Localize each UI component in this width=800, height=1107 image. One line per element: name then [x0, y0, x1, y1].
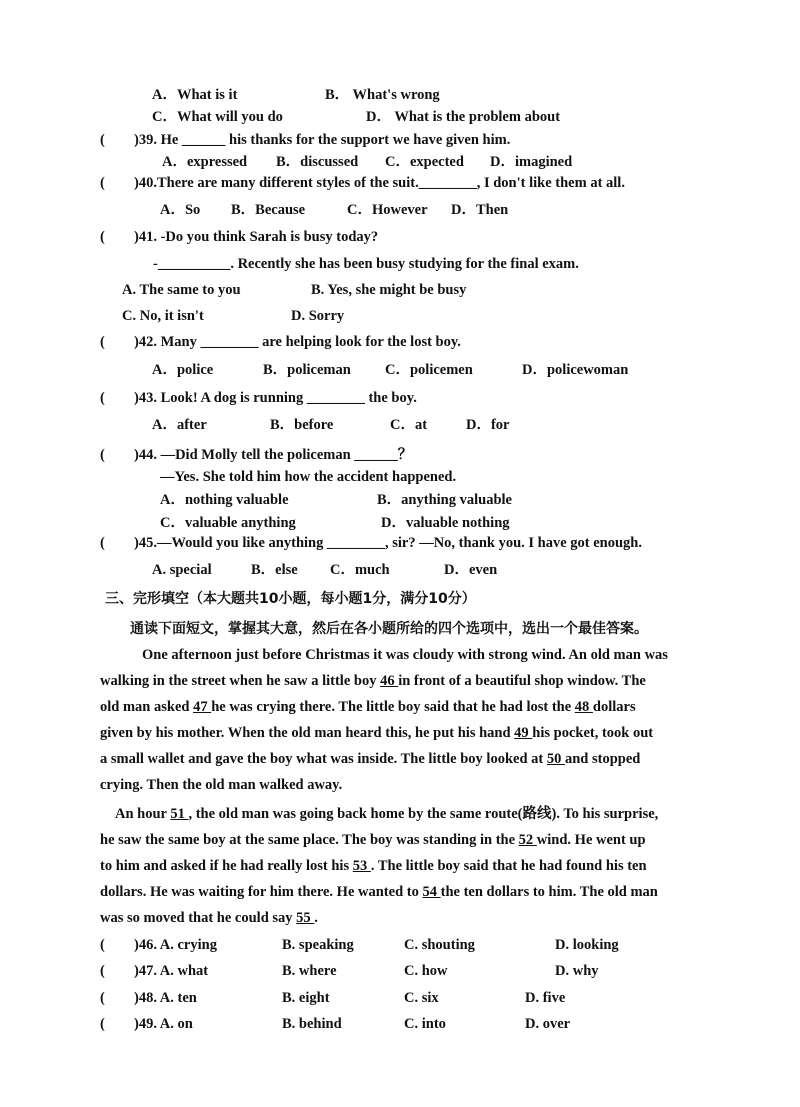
passage-text: he saw the same boy at the same place. The boy was standing in the: [100, 832, 519, 848]
q46-paren: (: [100, 937, 105, 953]
q42-paren: (: [100, 334, 105, 350]
blank-54: 54: [422, 884, 441, 900]
q38-option-b: B． What's wrong: [325, 87, 440, 103]
q45-option-c: C．much: [330, 562, 390, 578]
passage-line: [100, 698, 636, 716]
passage-text: crying. Then the old man walked away.: [100, 777, 343, 793]
passage-line: [100, 909, 318, 927]
q49-stem: )49. A. on: [134, 1016, 193, 1032]
q40-option-b: B．Because: [231, 202, 306, 218]
passage-text: .: [314, 910, 318, 926]
q45-option-b: B．else: [251, 562, 298, 578]
blank-47: 47: [193, 699, 212, 715]
q39-stem: )39. He ______ his thanks for the support we have given him.: [134, 132, 511, 148]
q49-paren: (: [100, 1016, 105, 1032]
q40-paren: (: [100, 175, 105, 191]
q44-paren: (: [100, 447, 105, 463]
q42-option-a: A．police: [152, 362, 214, 378]
blank-46: 46: [380, 673, 399, 689]
q41-option-a: A. The same to you: [122, 282, 241, 298]
q43-stem: )43. Look! A dog is running ________ the boy.: [134, 390, 417, 406]
q47-option-c: C. how: [404, 963, 448, 979]
q43-paren: (: [100, 390, 105, 406]
passage-line: [100, 776, 342, 794]
passage-text: a small wallet and gave the boy what was inside. The little boy looked at: [100, 751, 547, 767]
passage-line: [100, 724, 653, 742]
q48-paren: (: [100, 990, 105, 1006]
q40-stem: )40.There are many different styles of the suit.________, I don't like them at all.: [134, 175, 625, 191]
blank-51: 51: [170, 806, 189, 822]
q38-option-d: D． What is the problem about: [366, 109, 561, 125]
q44-stem: )44. —Did Molly tell the policeman ______？: [134, 447, 413, 463]
q47-option-d: D. why: [555, 963, 599, 979]
q49-option-c: C. into: [404, 1016, 446, 1032]
passage-line: [100, 750, 640, 768]
q38-option-c: C．What will you do: [152, 109, 283, 125]
q45-paren: (: [100, 535, 105, 551]
passage-line: [115, 805, 658, 823]
blank-53: 53: [352, 858, 371, 874]
blank-49: 49: [514, 725, 533, 741]
passage-line: [100, 857, 647, 875]
passage-text: was so moved that he could say: [100, 910, 297, 926]
blank-52: 52: [518, 832, 537, 848]
q46-option-d: D. looking: [555, 937, 619, 953]
q45-stem: )45.—Would you like anything ________, sir? —No, thank you. I have got enough.: [134, 535, 642, 551]
passage-line: [100, 672, 646, 690]
q44-response: —Yes. She told him how the accident happened.: [160, 469, 457, 485]
q47-option-b: B. where: [282, 963, 337, 979]
q41-option-b: B. Yes, she might be busy: [311, 282, 467, 298]
q42-option-c: C．policemen: [385, 362, 473, 378]
passage-text: he was crying there. The little boy said that he had lost the: [211, 699, 575, 715]
q39-option-d: D．imagined: [490, 154, 573, 170]
section-instruction: 通读下面短文，掌握其大意，然后在各小题所给的四个选项中，选出一个最佳答案。: [130, 621, 648, 637]
q43-option-b: B．before: [270, 417, 334, 433]
q44-option-c: C．valuable anything: [160, 515, 296, 531]
q48-stem: )48. A. ten: [134, 990, 197, 1006]
q47-stem: )47. A. what: [134, 963, 209, 979]
q40-option-d: D．Then: [451, 202, 509, 218]
q41-stem: )41. -Do you think Sarah is busy today?: [134, 229, 379, 245]
q48-option-c: C. six: [404, 990, 439, 1006]
passage-text: old man asked: [100, 699, 194, 715]
q46-option-b: B. speaking: [282, 937, 354, 953]
q39-option-a: A．expressed: [162, 154, 248, 170]
passage-text: . The little boy said that he had found his ten: [370, 858, 647, 874]
q38-option-a: A．What is it: [152, 87, 238, 103]
passage-text: dollars. He was waiting for him there. He wanted to: [100, 884, 423, 900]
q44-option-d: D．valuable nothing: [381, 515, 510, 531]
q43-option-c: C．at: [390, 417, 428, 433]
passage-text: and stopped: [564, 751, 641, 767]
q46-stem: )46. A. crying: [134, 937, 217, 953]
q43-option-a: A．after: [152, 417, 207, 433]
q47-paren: (: [100, 963, 105, 979]
q44-option-b: B．anything valuable: [377, 492, 512, 508]
q49-option-b: B. behind: [282, 1016, 342, 1032]
passage-text: to him and asked if he had really lost his: [100, 858, 353, 874]
q48-option-d: D. five: [525, 990, 566, 1006]
q41-paren: (: [100, 229, 105, 245]
q39-option-c: C．expected: [385, 154, 464, 170]
passage-text: walking in the street when he saw a little boy: [100, 673, 381, 689]
q45-option-d: D．even: [444, 562, 498, 578]
passage-line: [100, 831, 646, 849]
q42-option-b: B．policeman: [263, 362, 351, 378]
q49-option-d: D. over: [525, 1016, 571, 1032]
q40-option-a: A．So: [160, 202, 201, 218]
blank-55: 55: [296, 910, 315, 926]
q40-option-c: C．However: [347, 202, 428, 218]
q42-option-d: D．policewoman: [522, 362, 629, 378]
passage-text: wind. He went up: [536, 832, 646, 848]
blank-48: 48: [574, 699, 593, 715]
q45-option-a: A. special: [152, 562, 212, 578]
q48-option-b: B. eight: [282, 990, 330, 1006]
section-heading: 三、完形填空（本大题共10小题，每小题1分，满分10分）: [105, 591, 476, 607]
passage-text: his pocket, took out: [532, 725, 654, 741]
q41-response: -__________. Recently she has been busy studying for the final exam.: [153, 256, 579, 272]
passage-text: dollars: [592, 699, 636, 715]
passage-line: [100, 883, 658, 901]
passage-text: in front of a beautiful shop window. The: [398, 673, 646, 689]
q39-paren: (: [100, 132, 105, 148]
q39-option-b: B．discussed: [276, 154, 359, 170]
passage-text: the ten dollars to him. The old man: [440, 884, 658, 900]
q41-option-d: D. Sorry: [291, 308, 345, 324]
blank-50: 50: [546, 751, 565, 767]
passage-line: [142, 646, 668, 664]
q43-option-d: D．for: [466, 417, 510, 433]
q42-stem: )42. Many ________ are helping look for the lost boy.: [134, 334, 461, 350]
passage-text: One afternoon just before Christmas it was cloudy with strong wind. An old man was: [142, 647, 668, 663]
q44-option-a: A．nothing valuable: [160, 492, 289, 508]
q46-option-c: C. shouting: [404, 937, 475, 953]
passage-text: given by his mother. When the old man heard this, he put his hand: [100, 725, 515, 741]
passage-text: , the old man was going back home by the same route(路线). To his surprise,: [188, 806, 659, 822]
q41-option-c: C. No, it isn't: [122, 308, 204, 324]
passage-text: An hour: [115, 806, 171, 822]
